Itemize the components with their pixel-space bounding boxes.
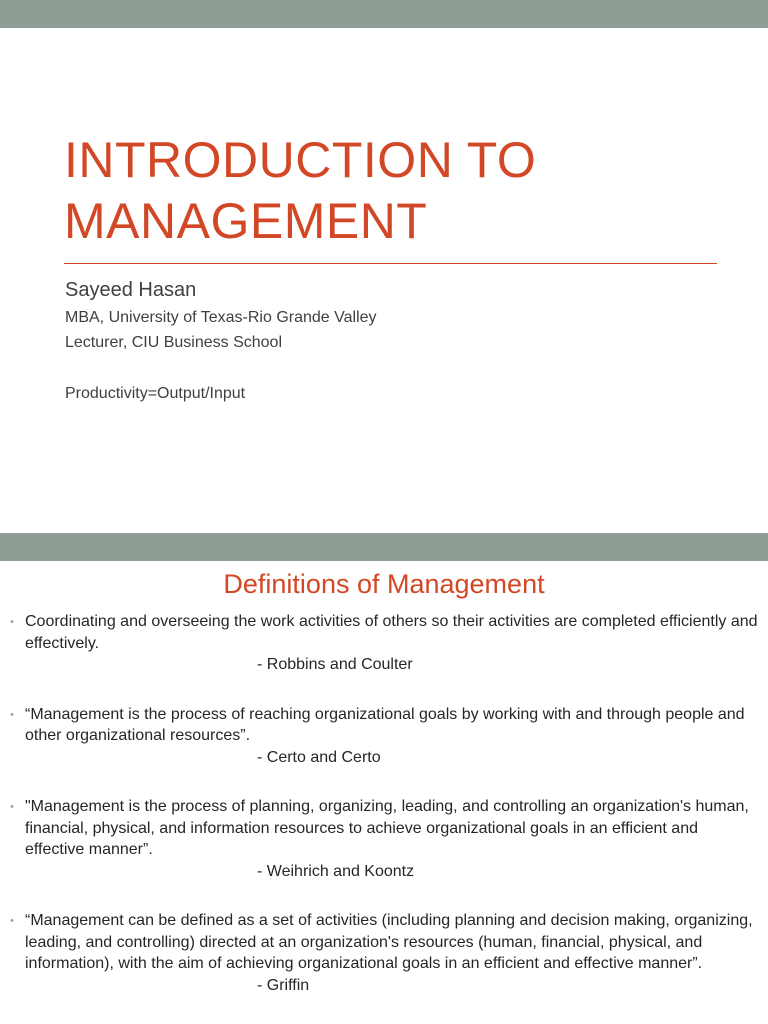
definition-text: “Management is the process of reaching organizational goals by working with and through people and other organizational resources”. <box>25 705 745 744</box>
slide-header-band <box>0 0 768 28</box>
title-line-2: MANAGEMENT <box>64 193 428 249</box>
definition-text: Coordinating and overseeing the work activities of others so their activities are completed efficiently and effectively. <box>25 613 758 652</box>
productivity-formula: Productivity=Output/Input <box>65 385 246 402</box>
definition-item <box>0 611 768 676</box>
definition-text: "Management is the process of planning, organizing, leading, and controlling an organization's human, financial, physical, and information resources to achieve organizational goals in an efficient and effective manner”. <box>25 798 749 858</box>
author-credential: MBA, University of Texas-Rio Grande Valley <box>65 309 377 326</box>
definition-source: - Griffin <box>257 976 310 994</box>
definition-item <box>0 704 768 769</box>
title-slide <box>0 28 768 533</box>
definitions-slide <box>0 561 768 1024</box>
bullet-icon: • <box>10 708 14 721</box>
definition-source: - Weihrich and Koontz <box>257 862 415 880</box>
definition-source: - Robbins and Coulter <box>257 656 413 673</box>
author-name: Sayeed Hasan <box>65 279 197 301</box>
bullet-icon: • <box>10 801 14 813</box>
definition-source: - Certo and Certo <box>257 748 381 766</box>
slide-separator-band <box>0 533 768 561</box>
slide-title <box>64 130 724 252</box>
title-divider <box>64 263 717 264</box>
author-affiliation: Lecturer, CIU Business School <box>65 334 282 351</box>
definitions-title: Definitions of Management <box>223 569 545 599</box>
definition-item <box>0 910 768 996</box>
bullet-icon: • <box>10 915 14 927</box>
definitions-list <box>0 611 768 996</box>
definition-text: “Management can be defined as a set of activities (including planning and decision making, organizing, leading, and controlling) directed at an organization's resources (human, financial, physical, and information), with the aim of achieving organizational goals in an efficient and effective manner”. <box>25 912 753 972</box>
definition-item <box>0 796 768 882</box>
bullet-icon: • <box>10 616 14 628</box>
title-line-1: INTRODUCTION TO <box>64 132 537 188</box>
